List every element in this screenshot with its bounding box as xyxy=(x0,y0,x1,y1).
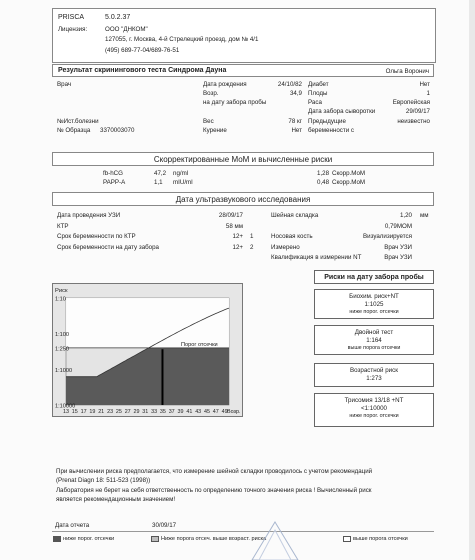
risk-box xyxy=(314,289,434,319)
patient-name: Ольга Воронич xyxy=(385,68,429,75)
lab-name: ООО "ДНКОМ" xyxy=(105,26,148,33)
app-name: PRISCA xyxy=(58,14,85,21)
risk-note: ниже порог. отсечки xyxy=(349,413,399,419)
us-value: Визуализируется xyxy=(362,233,412,240)
y-tick-label: 1:100 xyxy=(55,332,69,339)
x-tick-label: 21 xyxy=(98,409,105,415)
us-value: 12+ xyxy=(232,233,243,240)
y-tick-label: 1:10000 xyxy=(55,403,76,410)
us-label: КТР xyxy=(57,222,69,230)
x-tick-label: 29 xyxy=(133,409,140,415)
x-tick-label: 39 xyxy=(177,409,184,415)
risk-box xyxy=(314,363,434,387)
patient-label: №Ист.болезни xyxy=(57,118,99,125)
us-value: 12+ xyxy=(232,243,243,251)
x-tick-label: 41 xyxy=(186,409,193,415)
patient-value: 24/10/82 xyxy=(277,81,302,88)
risk-note: выше порога отсечки xyxy=(347,345,401,351)
patient-label: Раса xyxy=(308,99,322,106)
x-tick-label: 35 xyxy=(159,409,166,415)
us-label: Носовая кость xyxy=(271,233,313,240)
footer-divider xyxy=(52,531,434,532)
risks-title-box xyxy=(314,270,434,284)
y-tick-label: 1:10 xyxy=(55,296,66,303)
us-value: Врач УЗИ xyxy=(384,254,412,261)
marker-name: fb-hCG xyxy=(103,170,123,177)
y-tick-label: 1:1000 xyxy=(55,367,73,374)
x-tick-label: 19 xyxy=(89,409,96,415)
patient-value: 29/09/17 xyxy=(405,108,430,115)
us-value: 58 мм xyxy=(225,222,243,230)
patient-label: Возр. xyxy=(203,90,219,97)
legend-swatch-below xyxy=(53,536,61,542)
us-label: Дата проведения УЗИ xyxy=(57,212,121,219)
patient-label: Вес xyxy=(203,118,214,125)
legend-label-above: выше порога отсечки xyxy=(353,536,408,542)
x-tick-label: 47 xyxy=(212,409,219,415)
patient-value: Нет xyxy=(419,81,430,88)
risk-box xyxy=(314,393,434,427)
us-extra: 2 xyxy=(250,243,254,251)
us-extra: 1 xyxy=(250,233,254,240)
patient-value: 34,9 xyxy=(289,90,302,97)
legend-swatch-above xyxy=(343,536,351,542)
x-tick-label: 13 xyxy=(63,409,69,415)
us-value: 0,79MOM xyxy=(384,222,412,230)
risk-value: 1:1025 xyxy=(364,301,384,308)
report-date-value: 30/09/17 xyxy=(152,522,177,529)
patient-label: Курение xyxy=(203,127,227,134)
above-cutoff-region xyxy=(66,298,229,348)
us-unit: мм xyxy=(420,212,429,219)
risk-value: <1:10000 xyxy=(361,405,387,412)
us-label: Срок беременности по КТР xyxy=(57,233,136,240)
x-tick-label: 27 xyxy=(124,409,131,415)
risk-name: Возрастной риск xyxy=(350,367,398,374)
x-axis-label: Возр. xyxy=(227,409,241,415)
patient-label: Врач xyxy=(57,81,72,88)
patient-value: 78 кг xyxy=(288,118,302,125)
legend-label-mid: Ниже порога отсеч. выше возраст. риска xyxy=(161,536,267,542)
us-value: Врач УЗИ xyxy=(384,243,412,251)
mom-title: Скорректированные МоМ и вычисленные риски xyxy=(153,155,333,164)
result-title: Результат скринингового теста Синдрома Дауна xyxy=(58,67,227,74)
x-tick-label: 33 xyxy=(151,409,158,415)
cutoff-label: Порог отсечки xyxy=(181,341,218,348)
legend-label-below: ниже порог. отсечки xyxy=(63,536,115,542)
risks-title: Риски на дату забора пробы xyxy=(324,274,424,281)
patient-value: неизвестно xyxy=(397,118,430,125)
patient-value: Европейская xyxy=(392,99,430,106)
marker-value: 1,1 xyxy=(154,179,163,186)
marker-unit: mIU/ml xyxy=(173,179,193,186)
patient-label: Дата рождения xyxy=(203,81,247,88)
report-date-label: Дата отчета xyxy=(55,522,90,529)
patient-label: Плоды xyxy=(308,90,328,97)
note-line-1: При вычислении риска предполагается, что измерение шейной складки проводилось с учетом рекомендаций xyxy=(56,468,373,475)
risk-name: Трисомия 13/18 +NT xyxy=(344,397,404,404)
patient-label: Предыдущие xyxy=(308,118,346,125)
risk-chart-svg xyxy=(53,284,242,416)
us-value: 28/09/17 xyxy=(218,212,243,219)
patient-value: 1 xyxy=(426,90,430,97)
us-label: Шейная складка xyxy=(271,212,319,219)
note-line-4: является рекомендационным значением! xyxy=(56,496,176,503)
note-line-2: (Prenat Diagn 18: 511-523 (1998)) xyxy=(56,477,151,484)
lab-phone: (495) 689-77-04/689-76-51 xyxy=(105,47,180,54)
us-label: Квалификация в измерении NT xyxy=(271,254,362,261)
license-label: Лицензия: xyxy=(58,26,88,33)
y-axis-label: Риск xyxy=(55,288,68,294)
risk-value: 1:273 xyxy=(366,375,382,382)
lab-address: 127055, г. Москва, 4-й Стрелецкий проезд, дом № 4/1 xyxy=(105,36,259,43)
marker-mom-label: Скорр.MoM xyxy=(332,170,366,177)
risk-box xyxy=(314,325,434,355)
marker-mom: 0,48 xyxy=(317,179,330,186)
us-title: Дата ультразвукового исследования xyxy=(175,195,311,204)
patient-label: Диабет xyxy=(308,81,329,88)
note-line-3: Лаборатория не берет на себя ответственность по определению точного значения риска ! Вычисленный риск xyxy=(56,487,372,494)
risk-value: 1:164 xyxy=(366,337,382,344)
marker-unit: ng/ml xyxy=(173,170,189,177)
patient-value: 3370003070 xyxy=(100,127,135,134)
patient-label: Дата забора сыворотки xyxy=(308,108,376,115)
x-tick-label: 31 xyxy=(142,409,149,415)
risk-name: Двойной тест xyxy=(354,329,394,336)
y-tick-label: 1:250 xyxy=(55,346,69,353)
x-tick-label: 43 xyxy=(195,409,202,415)
x-tick-label: 49 xyxy=(221,409,228,415)
us-title-band xyxy=(52,192,434,206)
legend-swatch-mid xyxy=(151,536,159,542)
watermark-logo xyxy=(250,520,300,560)
us-label: Срок беременности на дату забора xyxy=(57,243,160,251)
x-tick-label: 23 xyxy=(107,409,114,415)
x-tick-label: 25 xyxy=(115,409,122,415)
lab-header xyxy=(52,8,436,63)
risk-chart xyxy=(52,283,243,417)
risk-note: ниже порог. отсечки xyxy=(349,309,399,315)
patient-label: беременности с xyxy=(308,127,354,134)
patient-value: Нет xyxy=(291,127,302,134)
marker-mom: 1,28 xyxy=(317,170,330,177)
marker-name: PAPP-A xyxy=(103,179,126,186)
x-tick-label: 17 xyxy=(80,409,87,415)
x-tick-label: 37 xyxy=(168,409,175,415)
result-title-band xyxy=(52,64,434,77)
page-edge xyxy=(469,0,475,560)
us-value: 1,20 xyxy=(399,212,412,219)
marker-value: 47,2 xyxy=(154,170,167,177)
app-version: 5.0.2.37 xyxy=(105,14,131,21)
marker-mom-label: Скорр.MoM xyxy=(332,179,366,186)
risk-name: Биохим. риск+NT xyxy=(349,293,399,300)
mom-title-band xyxy=(52,152,434,166)
patient-label: № Образца xyxy=(57,127,91,134)
x-tick-label: 15 xyxy=(71,409,78,415)
patient-label: на дату забора пробы xyxy=(203,99,267,106)
us-label: Измерено xyxy=(271,243,300,251)
x-tick-label: 45 xyxy=(204,409,210,415)
